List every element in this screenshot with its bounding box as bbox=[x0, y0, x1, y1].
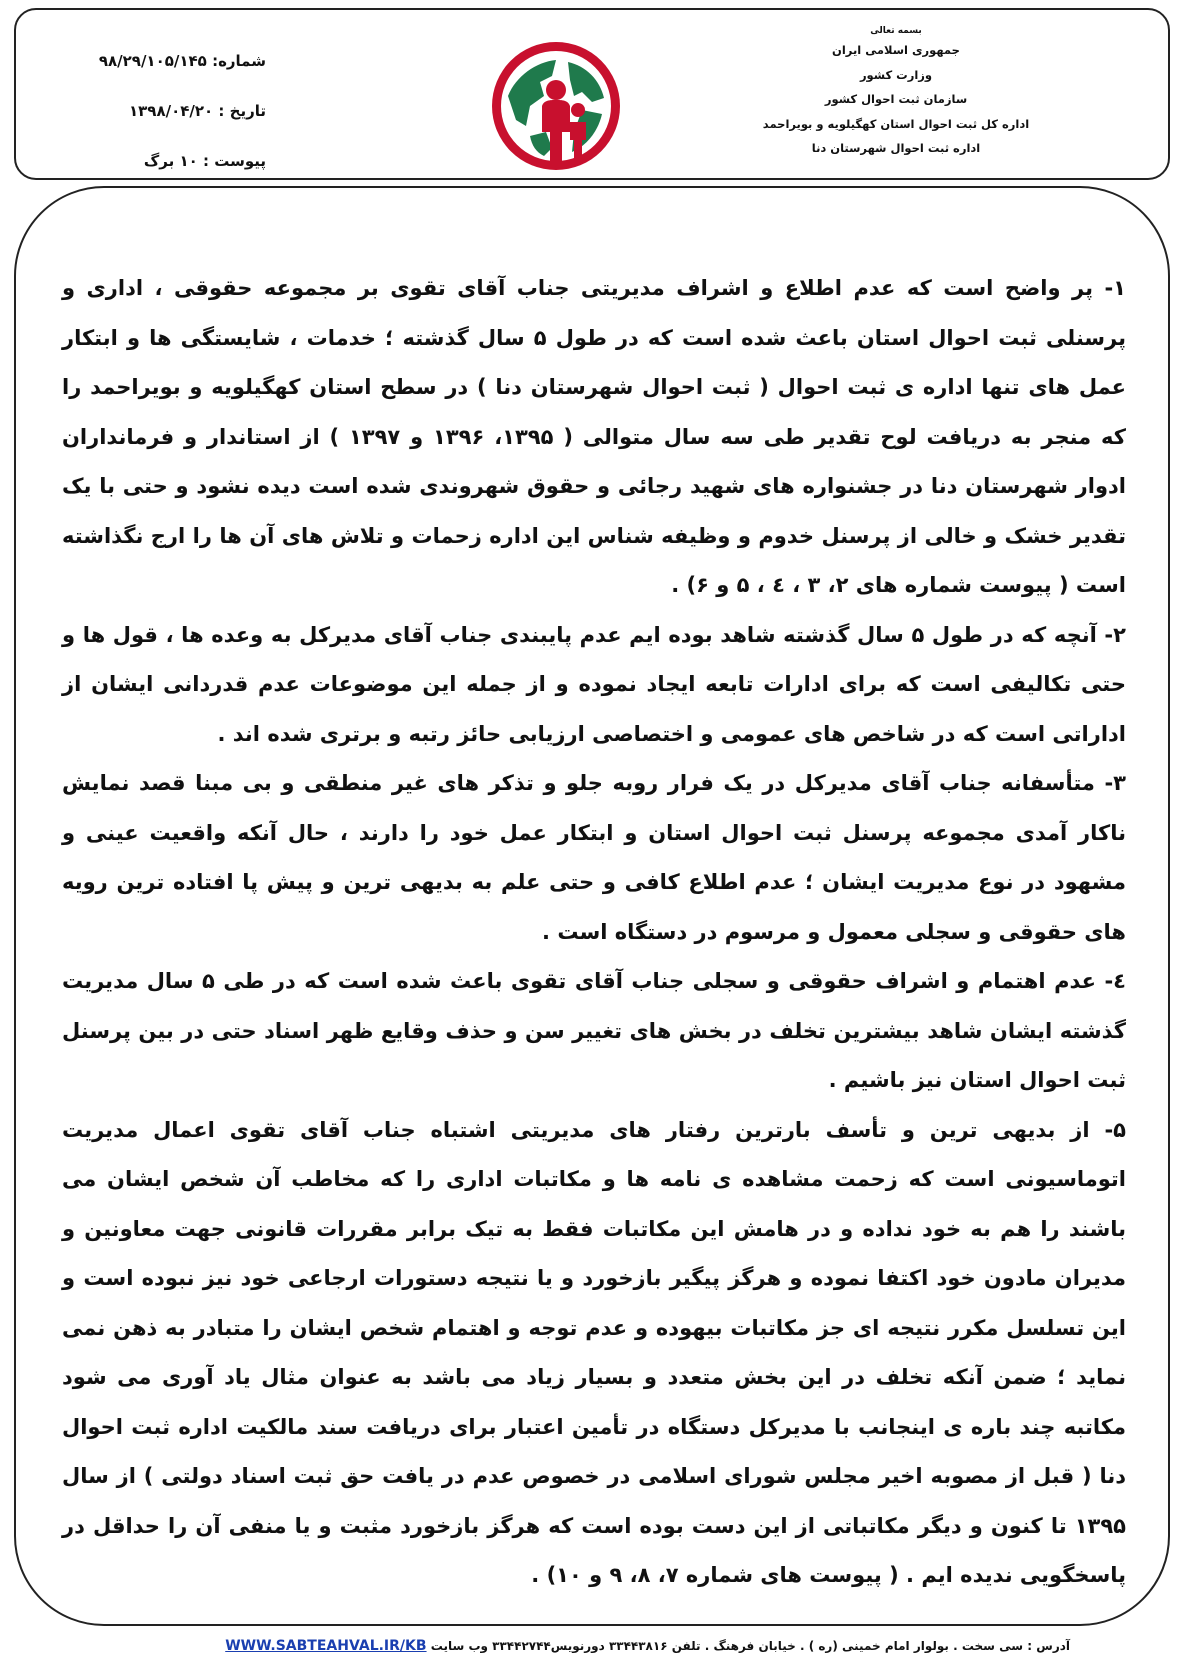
paragraph-2: ۲- آنچه که در طول ۵ سال گذشته شاهد بوده ایم عدم پایبندی جناب آقای مدیرکل به وعده ها ، قول ها و حتی تکالیفی است که برای ادارات تابعه ایجاد نموده و از جمله این موضوعات عدم قدردانی ایشان از اداراتی است که در شاخص های عمومی و اختصاصی ارزیابی حائز رتبه و برتری شده اند . bbox=[62, 622, 1126, 746]
website-link[interactable]: WWW.SABTEAHVAL.IR/KB bbox=[225, 1638, 427, 1654]
letter-meta bbox=[36, 36, 266, 186]
county-office-line: اداره ثبت احوال شهرستان دنا bbox=[811, 141, 981, 155]
paragraph-3: ۳- متأسفانه جناب آقای مدیرکل در یک فرار روبه جلو و تذکر های غیر منطقی و بی مبنا قصد نمایش ناکار آمدی مجموعه پرسنل ثبت احوال استان و ابتکار عمل خود را دارند ، حال آنکه واقعیت عینی و مشهود در نوع مدیریت ایشان ؛ عدم اطلاع کافی و حتی علم به بدیهی ترین و پیش پا افتاده ترین رویه های حقوقی و سجلی معمول و مرسوم در دستگاه است . bbox=[62, 771, 1126, 944]
footer-address bbox=[110, 1632, 1070, 1660]
paragraph-4: ٤- عدم اهتمام و اشراف حقوقی و سجلی جناب آقای تقوی باعث شده است که در طی ۵ سال مدیریت گذشته ایشان شاهد بیشترین تخلف در بخش های تغییر سن و حذف وقایع ظهر اسناد حتی در بین پرسنل ثبت احوال استان نیز باشیم . bbox=[62, 969, 1126, 1092]
letter-date: تاریخ : ۱۳۹۸/۰۴/۲۰ bbox=[129, 102, 266, 120]
organization-line: سازمان ثبت احوال کشور bbox=[824, 92, 968, 106]
organization-block bbox=[746, 24, 1046, 161]
bismillah-line: بسمه تعالی bbox=[870, 26, 922, 36]
organization-logo-icon bbox=[486, 36, 626, 176]
address-text: آدرس : سی سخت . بولوار امام خمینی (ره ) . خیابان فرهنگ . تلفن ۳۳۴۴۳۸۱۶ دورنویس۳۳۴۴۲۷۴۴ وب سایت bbox=[430, 1639, 1070, 1653]
letter-content bbox=[62, 264, 1126, 1601]
letter-attachment: پیوست : ۱۰ برگ bbox=[143, 152, 266, 170]
country-line: جمهوری اسلامی ایران bbox=[832, 43, 960, 57]
ministry-line: وزارت کشور bbox=[859, 67, 933, 82]
paragraph-1: ۱- پر واضح است که عدم اطلاع و اشراف مدیریتی جناب آقای تقوی بر مجموعه حقوقی ، اداری و پرسنلی ثبت احوال استان باعث شده است که در طول ۵ سال گذشته ؛ خدمات ، شایستگی ها و ابتکار عمل های تنها اداره ی ثبت احوال ( ثبت احوال شهرستان دنا ) در سطح استان کهگیلویه و بویراحمد را که منجر به دریافت لوح تقدیر طی سه سال متوالی ( ۱۳۹۵، ۱۳۹۶ و ۱۳۹۷ ) از استاندار و فرمانداران ادوار شهرستان دنا در جشنواره های شهید رجائی و حقوق شهروندی شده است دیده نشود و حتی با یک تقدیر خشک و خالی از پرسنل خدوم و وظیفه شناس این اداره زحمات و تلاش های آن ها را ارج نگذاشته است ( پیوست شماره های ۲، ۳ ، ٤ ، ۵ و ۶) . bbox=[62, 276, 1127, 597]
province-office-line: اداره کل ثبت احوال استان کهگیلویه و بویراحمد bbox=[762, 116, 1030, 131]
paragraph-5: ۵- از بدیهی ترین و تأسف بارترین رفتار های مدیریتی اشتباه جناب آقای تقوی اعمال مدیریت اتوماسیونی است که زحمت مشاهده ی نامه ها و مکاتبات اداری را که مخاطب آن شخص ایشان می باشند را هم به خود نداده و در هامش این مکاتبات فقط به تیک برابر مقررات قانونی جهت معاونین و مدیران مادون خود اکتفا نموده و هرگز پیگیر بازخورد و یا نتیجه دستورات ارجاعی خود نیز نبوده است و این تسلسل مکرر نتیجه ای جز مکاتبات بیهوده و عدم توجه و اهتمام شخص ایشان را متبادر به ذهن نمی نماید ؛ ضمن آنکه تخلف در این بخش متعدد و بسیار زیاد می باشد به عنوان مثال یاد آوری می شود مکاتبه چند باره ی اینجانب با مدیرکل دستگاه در تأمین اعتبار برای دریافت سند مالکیت اداره ثبت احوال دنا ( قبل از مصوبه اخیر مجلس شورای اسلامی در خصوص عدم در یافت حق ثبت اسناد دولتی ) از سال ۱۳۹۵ تا کنون و دیگر مکاتباتی از این دست بوده است که هرگز بازخورد مثبت و یا منفی آن را حداقل در پاسخگویی ندیده ایم . ( پیوست های شماره ۷، ۸، ۹ و ۱۰) . bbox=[62, 1117, 1126, 1587]
letter-number: شماره: ۹۸/۲۹/۱۰۵/۱۴۵ bbox=[98, 52, 266, 70]
